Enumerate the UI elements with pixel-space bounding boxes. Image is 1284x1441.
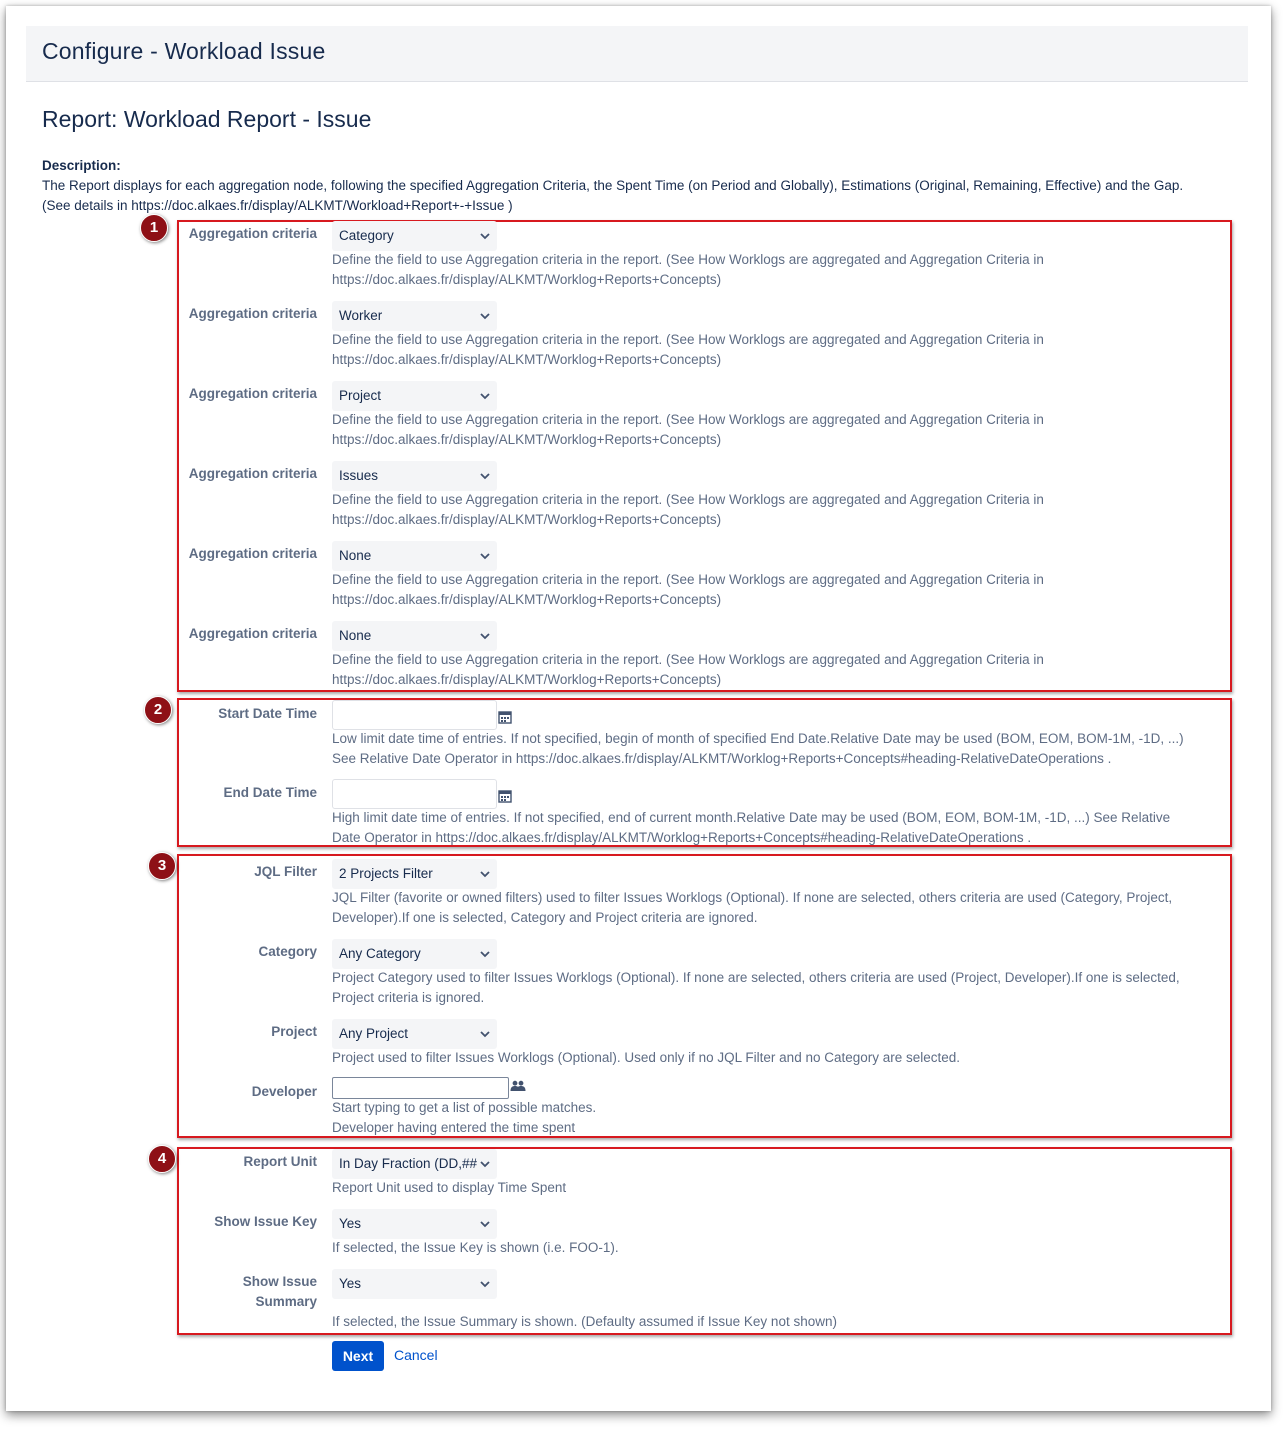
start-date-help bbox=[332, 729, 1184, 769]
chevron-down-icon bbox=[480, 870, 490, 878]
help-line: JQL Filter (favorite or owned filters) used to filter Issues Worklogs (Optional). If none are selected, others criteria are used (Category, Project, bbox=[332, 890, 1173, 905]
label-line: Show Issue bbox=[242, 1274, 317, 1289]
chevron-down-icon bbox=[480, 632, 490, 640]
description-text-line2: (See details in https://doc.alkaes.fr/display/ALKMT/Workload+Report+-+Issue ) bbox=[42, 198, 513, 213]
help-line: Define the field to use Aggregation criteria in the report. (See How Worklogs are aggregated and Aggregation Criteria in bbox=[332, 492, 1044, 507]
help-line: https://doc.alkaes.fr/display/ALKMT/Worklog+Reports+Concepts) bbox=[332, 512, 722, 527]
aggregation-criteria-help-2 bbox=[332, 330, 1044, 370]
description-text-line1: The Report displays for each aggregation node, following the specified Aggregation Criteria, the Spent Time (on Period and Globally), Estimations (Original, Remaining, Effective) and the Gap. bbox=[42, 178, 1184, 193]
aggregation-criteria-help-4 bbox=[332, 490, 1044, 530]
aggregation-criteria-select-4[interactable] bbox=[332, 461, 497, 491]
help-line: Low limit date time of entries. If not specified, begin of month of specified End Date.Relative Date may be used (BOM, EOM, BOM-1M, -1D, ...) bbox=[332, 731, 1184, 746]
jql-filter-help bbox=[332, 888, 1172, 928]
aggregation-criteria-help-3 bbox=[332, 410, 1044, 450]
aggregation-criteria-help-5 bbox=[332, 570, 1044, 610]
cancel-link[interactable]: Cancel bbox=[394, 1347, 438, 1363]
project-value: Any Project bbox=[339, 1026, 409, 1041]
project-help: Project used to filter Issues Worklogs (Optional). Used only if no JQL Filter and no Category are selected. bbox=[332, 1050, 961, 1065]
help-line: Define the field to use Aggregation criteria in the report. (See How Worklogs are aggregated and Aggregation Criteria in bbox=[332, 252, 1044, 267]
chevron-down-icon bbox=[480, 232, 490, 240]
aggregation-criteria-label-3: Aggregation criteria bbox=[188, 386, 317, 401]
category-help bbox=[332, 968, 1180, 1008]
report-unit-value: In Day Fraction (DD,## bbox=[339, 1156, 478, 1171]
next-button[interactable]: Next bbox=[332, 1341, 384, 1371]
developer-label: Developer bbox=[251, 1084, 317, 1099]
aggregation-criteria-value-1: Category bbox=[339, 228, 394, 243]
help-line: Project Category used to filter Issues Worklogs (Optional). If none are selected, others criteria are used (Project, Developer).If one is selected, bbox=[332, 970, 1180, 985]
aggregation-criteria-select-3[interactable] bbox=[332, 381, 497, 411]
aggregation-criteria-value-6: None bbox=[339, 628, 372, 643]
chevron-down-icon bbox=[480, 1160, 490, 1168]
aggregation-criteria-label-5: Aggregation criteria bbox=[188, 546, 317, 561]
annotation-badge-2: 2 bbox=[144, 696, 172, 724]
help-line: Start typing to get a list of possible matches. bbox=[332, 1100, 597, 1115]
help-line: Define the field to use Aggregation criteria in the report. (See How Worklogs are aggregated and Aggregation Criteria in bbox=[332, 332, 1044, 347]
jql-filter-value: 2 Projects Filter bbox=[339, 866, 433, 881]
help-line: https://doc.alkaes.fr/display/ALKMT/Worklog+Reports+Concepts) bbox=[332, 672, 722, 687]
show-issue-summary-select[interactable] bbox=[332, 1269, 497, 1299]
page-title: Configure - Workload Issue bbox=[42, 38, 326, 64]
help-line: Define the field to use Aggregation criteria in the report. (See How Worklogs are aggregated and Aggregation Criteria in bbox=[332, 572, 1044, 587]
aggregation-criteria-value-3: Project bbox=[339, 388, 382, 403]
chevron-down-icon bbox=[480, 1220, 490, 1228]
page-header bbox=[26, 26, 1248, 82]
start-date-label: Start Date Time bbox=[218, 706, 317, 721]
project-select[interactable] bbox=[332, 1019, 497, 1049]
developer-help bbox=[332, 1098, 596, 1138]
help-line: Date Operator in https://doc.alkaes.fr/display/ALKMT/Worklog+Reports+Concepts#heading-RelativeDateOperations . bbox=[332, 830, 1032, 845]
chevron-down-icon bbox=[480, 312, 490, 320]
report-title: Report: Workload Report - Issue bbox=[42, 106, 372, 132]
show-issue-summary-label bbox=[177, 1272, 317, 1312]
show-issue-summary-value: Yes bbox=[339, 1276, 362, 1291]
description-label: Description: bbox=[42, 158, 121, 173]
show-issue-summary-help: If selected, the Issue Summary is shown. (Defaulty assumed if Issue Key not shown) bbox=[332, 1314, 837, 1329]
aggregation-criteria-help-6 bbox=[332, 650, 1044, 690]
start-date-input[interactable] bbox=[332, 700, 497, 730]
chevron-down-icon bbox=[480, 950, 490, 958]
calendar-icon[interactable] bbox=[498, 710, 512, 724]
help-line: See Relative Date Operator in https://doc.alkaes.fr/display/ALKMT/Worklog+Reports+Concepts#heading-RelativeDateOperations . bbox=[332, 751, 1112, 766]
calendar-icon[interactable] bbox=[498, 789, 512, 803]
help-line: Developer).If one is selected, Category and Project criteria are ignored. bbox=[332, 910, 758, 925]
report-unit-help: Report Unit used to display Time Spent bbox=[332, 1180, 567, 1195]
configure-page bbox=[6, 6, 1271, 1411]
developer-input[interactable] bbox=[332, 1077, 509, 1099]
chevron-down-icon bbox=[480, 552, 490, 560]
chevron-down-icon bbox=[480, 1030, 490, 1038]
help-line: https://doc.alkaes.fr/display/ALKMT/Worklog+Reports+Concepts) bbox=[332, 352, 722, 367]
help-line: Define the field to use Aggregation criteria in the report. (See How Worklogs are aggregated and Aggregation Criteria in bbox=[332, 652, 1044, 667]
help-line: Developer having entered the time spent bbox=[332, 1120, 576, 1135]
aggregation-criteria-select-1[interactable] bbox=[332, 221, 497, 251]
annotation-badge-4: 4 bbox=[148, 1145, 176, 1173]
annotation-badge-1: 1 bbox=[140, 214, 168, 242]
help-line: https://doc.alkaes.fr/display/ALKMT/Worklog+Reports+Concepts) bbox=[332, 272, 722, 287]
aggregation-criteria-value-5: None bbox=[339, 548, 372, 563]
help-line: https://doc.alkaes.fr/display/ALKMT/Worklog+Reports+Concepts) bbox=[332, 432, 722, 447]
aggregation-criteria-select-5[interactable] bbox=[332, 541, 497, 571]
label-line: Summary bbox=[255, 1294, 317, 1309]
aggregation-criteria-label-6: Aggregation criteria bbox=[188, 626, 317, 641]
end-date-label: End Date Time bbox=[223, 785, 317, 800]
report-unit-label: Report Unit bbox=[243, 1154, 317, 1169]
report-description bbox=[42, 156, 1242, 216]
category-value: Any Category bbox=[339, 946, 421, 961]
jql-filter-select[interactable] bbox=[332, 859, 497, 889]
show-issue-key-label: Show Issue Key bbox=[214, 1214, 317, 1229]
aggregation-criteria-label-2: Aggregation criteria bbox=[188, 306, 317, 321]
end-date-help bbox=[332, 808, 1170, 848]
chevron-down-icon bbox=[480, 392, 490, 400]
aggregation-criteria-label-4: Aggregation criteria bbox=[188, 466, 317, 481]
aggregation-criteria-select-6[interactable] bbox=[332, 621, 497, 651]
show-issue-key-help: If selected, the Issue Key is shown (i.e. FOO-1). bbox=[332, 1240, 619, 1255]
help-line: High limit date time of entries. If not specified, end of current month.Relative Date may be used (BOM, EOM, BOM-1M, -1D, ...) See Relative bbox=[332, 810, 1171, 825]
aggregation-criteria-label-1: Aggregation criteria bbox=[188, 226, 317, 241]
category-select[interactable] bbox=[332, 939, 497, 969]
chevron-down-icon bbox=[480, 472, 490, 480]
aggregation-criteria-value-2: Worker bbox=[339, 308, 383, 323]
help-line: https://doc.alkaes.fr/display/ALKMT/Worklog+Reports+Concepts) bbox=[332, 592, 722, 607]
user-picker-icon[interactable] bbox=[510, 1080, 526, 1092]
aggregation-criteria-help-1 bbox=[332, 250, 1044, 290]
chevron-down-icon bbox=[480, 1280, 490, 1288]
help-line: Project criteria is ignored. bbox=[332, 990, 485, 1005]
show-issue-key-select[interactable] bbox=[332, 1209, 497, 1239]
jql-filter-label: JQL Filter bbox=[254, 864, 317, 879]
annotation-badge-3: 3 bbox=[148, 852, 176, 880]
category-label: Category bbox=[258, 944, 317, 959]
end-date-input[interactable] bbox=[332, 779, 497, 809]
show-issue-key-value: Yes bbox=[339, 1216, 362, 1231]
aggregation-criteria-value-4: Issues bbox=[339, 468, 379, 483]
aggregation-criteria-select-2[interactable] bbox=[332, 301, 497, 331]
project-label: Project bbox=[271, 1024, 317, 1039]
help-line: Define the field to use Aggregation criteria in the report. (See How Worklogs are aggregated and Aggregation Criteria in bbox=[332, 412, 1044, 427]
report-unit-select[interactable] bbox=[332, 1149, 497, 1179]
